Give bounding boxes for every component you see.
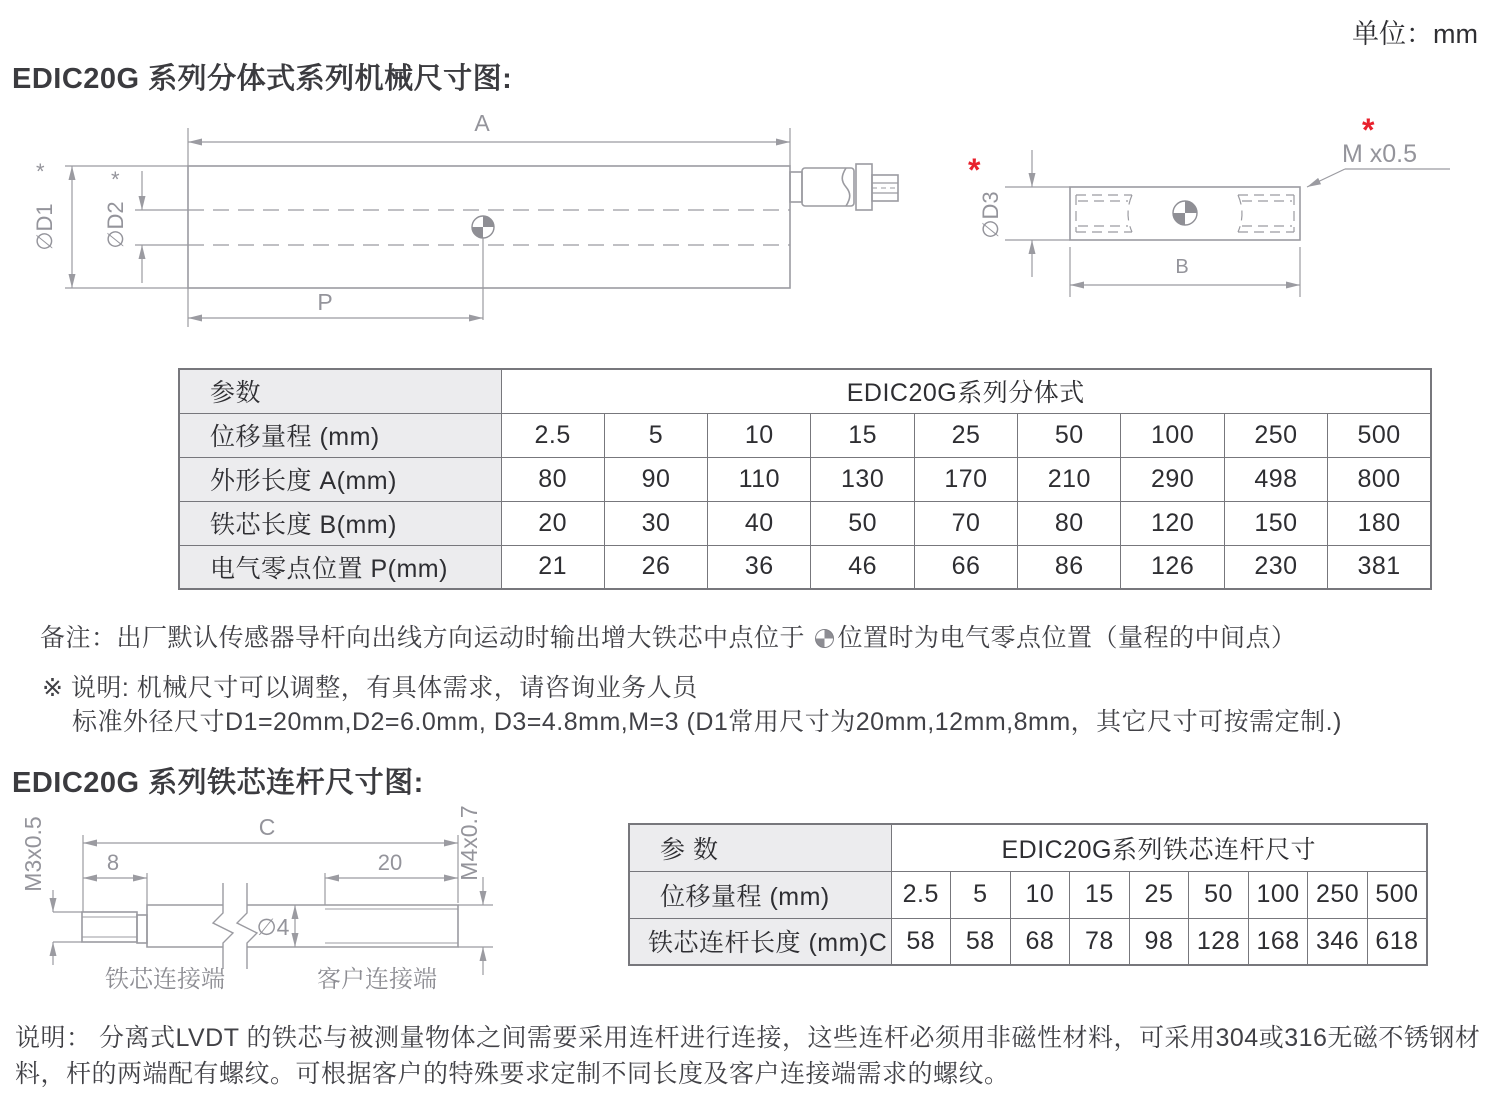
section1-title: EDIC20G 系列分体式系列机械尺寸图:	[12, 63, 513, 95]
rod-note-line1: 说明： 分离式LVDT 的铁芯与被测量物体之间需要采用连杆进行连接，这些连杆必须用非磁性材料，可采用304或316无磁不锈钢材	[15, 1024, 1481, 1052]
rod-note-line2: 料，杆的两端配有螺纹。可根据客户的特殊要求定制不同长度及客户连接端需求的螺纹。	[15, 1060, 1010, 1088]
value-cell: 250	[1308, 871, 1368, 918]
centroid-symbol	[815, 629, 834, 648]
value-cell: 58	[951, 918, 1011, 965]
dim-b-label: B	[1175, 256, 1189, 278]
value-cell: 100	[1121, 413, 1224, 457]
table-row	[179, 457, 1431, 501]
value-cell: 40	[708, 501, 811, 545]
param-header-cell: 参 数	[629, 824, 891, 871]
value-cell: 346	[1308, 918, 1368, 965]
thread-m-label: M x0.5	[1342, 140, 1418, 168]
value-cell: 180	[1328, 501, 1431, 545]
row-label: 位移量程 (mm)	[629, 871, 891, 918]
table-row	[629, 918, 1427, 965]
dim-d4-label: ∅4	[256, 914, 290, 940]
core-end-label: 铁芯连接端	[105, 966, 225, 993]
rod-dimension-table	[628, 823, 1428, 966]
value-cell: 90	[604, 457, 707, 501]
value-cell: 381	[1328, 545, 1431, 589]
value-cell: 120	[1121, 501, 1224, 545]
series-header-cell: EDIC20G系列分体式	[501, 369, 1431, 413]
table-row	[179, 501, 1431, 545]
dim-m3-lines	[53, 890, 82, 965]
table-row	[179, 369, 1431, 413]
value-cell: 98	[1129, 918, 1189, 965]
remark-line2: 标准外径尺寸D1=20mm,D2=6.0mm, D3=4.8mm,M=3 (D1常用尺寸为20mm,12mm,8mm，其它尺寸可按需定制.)	[72, 708, 1342, 736]
value-cell: 498	[1224, 457, 1327, 501]
dim-d3-lines	[1005, 150, 1070, 277]
series-header-cell: EDIC20G系列铁芯连杆尺寸	[891, 824, 1427, 871]
value-cell: 20	[501, 501, 604, 545]
dim-d3-label: ∅D3	[978, 191, 1003, 239]
thread-leader	[1307, 169, 1450, 187]
value-cell: 26	[604, 545, 707, 589]
zero-position-note	[40, 618, 1296, 654]
value-cell: 128	[1189, 918, 1249, 965]
row-label: 铁芯长度 B(mm)	[179, 501, 501, 545]
value-cell: 250	[1224, 413, 1327, 457]
dim-d2-label: ∅D2	[103, 201, 128, 249]
table-row	[179, 545, 1431, 589]
dim-p-lines	[188, 238, 483, 327]
split-series-table	[178, 368, 1432, 590]
table-row	[629, 824, 1427, 871]
value-cell: 50	[1189, 871, 1249, 918]
dim-8-lines	[83, 873, 147, 905]
thread-m3-label: M3x0.5	[20, 816, 46, 892]
param-header-cell: 参数	[179, 369, 501, 413]
core-centroid-mark	[1173, 201, 1197, 225]
value-cell: 30	[604, 501, 707, 545]
value-cell: 50	[1018, 413, 1121, 457]
dim-m4-lines	[458, 877, 493, 975]
table-row	[629, 871, 1427, 918]
dim-20-label: 20	[377, 850, 403, 875]
value-cell: 126	[1121, 545, 1224, 589]
value-cell: 130	[811, 457, 914, 501]
connecting-rod-drawing	[15, 795, 590, 1000]
dim-8-label: 8	[106, 850, 120, 875]
value-cell: 36	[708, 545, 811, 589]
value-cell: 100	[1248, 871, 1308, 918]
value-cell: 46	[811, 545, 914, 589]
value-cell: 10	[708, 413, 811, 457]
value-cell: 110	[708, 457, 811, 501]
remark-line1: ※ 说明: 机械尺寸可以调整，有具体需求，请咨询业务人员	[42, 674, 698, 702]
thread-m4-label: M4x0.7	[456, 805, 482, 881]
d3-asterisk: *	[968, 152, 981, 188]
value-cell: 15	[811, 413, 914, 457]
value-cell: 50	[811, 501, 914, 545]
value-cell: 80	[501, 457, 604, 501]
sensor-body-drawing	[10, 105, 910, 340]
value-cell: 86	[1018, 545, 1121, 589]
value-cell: 25	[914, 413, 1017, 457]
customer-end-label: 客户连接端	[317, 966, 437, 993]
value-cell: 15	[1070, 871, 1130, 918]
row-label: 电气零点位置 P(mm)	[179, 545, 501, 589]
value-cell: 800	[1328, 457, 1431, 501]
value-cell: 5	[604, 413, 707, 457]
value-cell: 2.5	[501, 413, 604, 457]
value-cell: 150	[1224, 501, 1327, 545]
value-cell: 210	[1018, 457, 1121, 501]
value-cell: 5	[951, 871, 1011, 918]
note-prefix: 备注：出厂默认传感器导杆向出线方向运动时输出增大铁芯中点位于	[40, 624, 813, 652]
value-cell: 70	[914, 501, 1017, 545]
section2-title: EDIC20G 系列铁芯连杆尺寸图:	[12, 767, 424, 799]
break-symbol	[213, 883, 257, 969]
value-cell: 170	[914, 457, 1017, 501]
row-label: 外形长度 A(mm)	[179, 457, 501, 501]
dim-p-label: P	[317, 289, 333, 315]
sensor-outline	[188, 164, 898, 288]
dim-20-lines	[325, 873, 458, 905]
electrical-zero-mark	[472, 216, 494, 238]
thread-m-asterisk: *	[1362, 112, 1375, 148]
dim-d1-asterisk: *	[36, 159, 45, 184]
table-row	[179, 413, 1431, 457]
value-cell: 10	[1010, 871, 1070, 918]
value-cell: 500	[1328, 413, 1431, 457]
value-cell: 78	[1070, 918, 1130, 965]
dim-c-label: C	[258, 814, 276, 840]
dim-d2-lines	[135, 171, 188, 283]
value-cell: 66	[914, 545, 1017, 589]
value-cell: 2.5	[891, 871, 951, 918]
value-cell: 21	[501, 545, 604, 589]
dim-d2-asterisk: *	[111, 167, 120, 192]
value-cell: 500	[1367, 871, 1427, 918]
value-cell: 290	[1121, 457, 1224, 501]
core-drawing	[950, 105, 1497, 305]
value-cell: 58	[891, 918, 951, 965]
value-cell: 68	[1010, 918, 1070, 965]
dim-d1-label: ∅D1	[32, 203, 57, 251]
unit-label: 单位：mm	[1352, 19, 1478, 49]
dim-a-label: A	[474, 110, 490, 136]
note-suffix: 位置时为电气零点位置（量程的中间点）	[837, 624, 1297, 652]
value-cell: 25	[1129, 871, 1189, 918]
value-cell: 230	[1224, 545, 1327, 589]
row-label: 位移量程 (mm)	[179, 413, 501, 457]
value-cell: 80	[1018, 501, 1121, 545]
value-cell: 618	[1367, 918, 1427, 965]
value-cell: 168	[1248, 918, 1308, 965]
row-label: 铁芯连杆长度 (mm)C	[629, 918, 891, 965]
